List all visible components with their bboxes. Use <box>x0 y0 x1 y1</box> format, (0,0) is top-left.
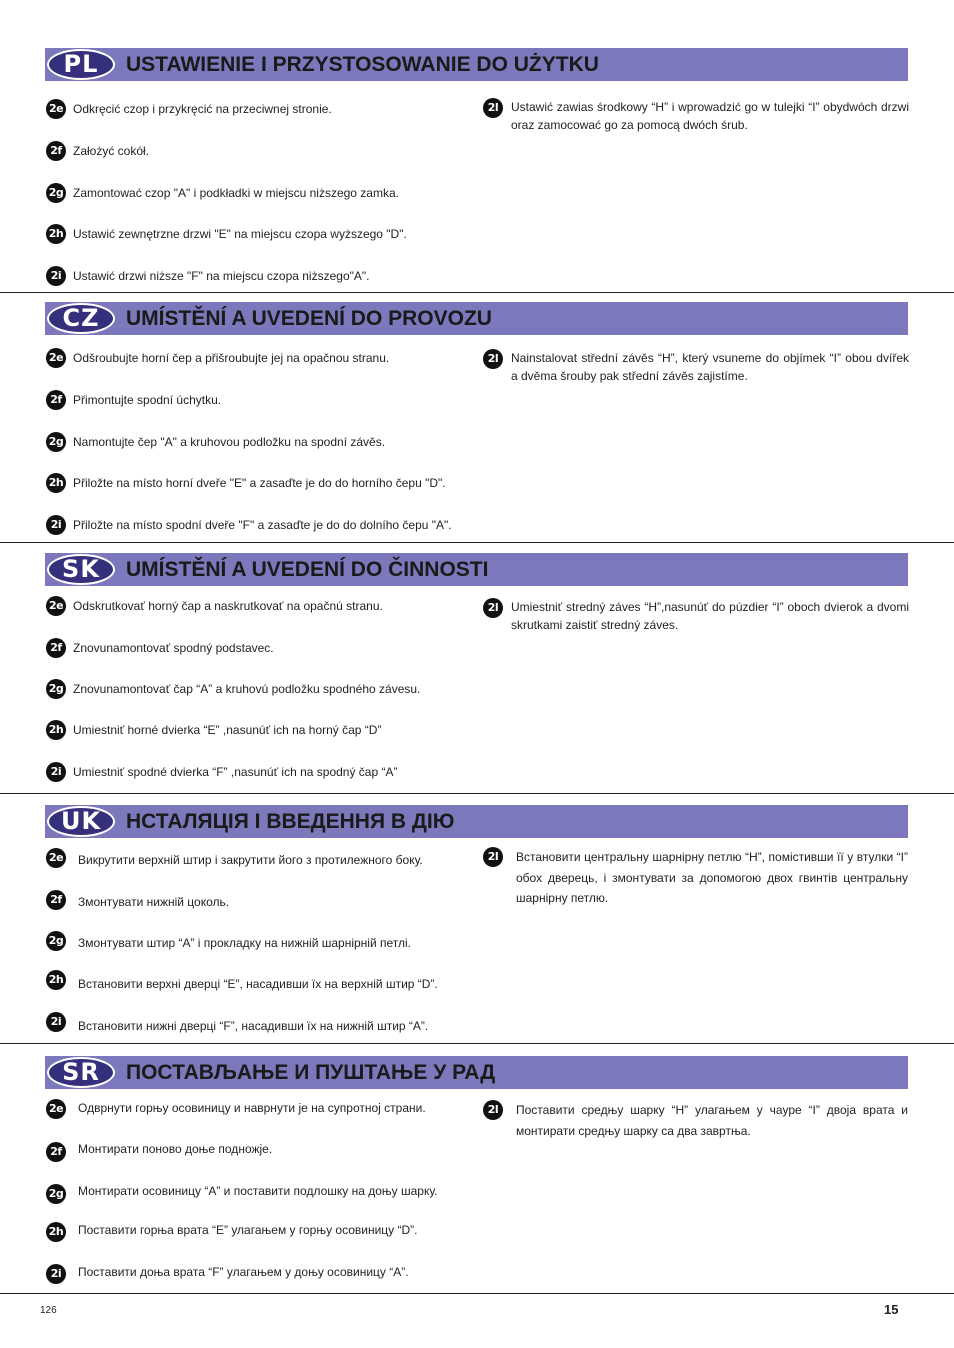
step-number: 2i <box>46 1264 66 1284</box>
step-text: Змонтувати нижній цоколь. <box>78 895 230 909</box>
step-number: 2l <box>483 98 503 118</box>
step-number: 2e <box>46 1099 66 1119</box>
language-badge: SK <box>47 554 115 585</box>
step-number: 2e <box>46 596 66 616</box>
step-number: 2i <box>46 515 66 535</box>
step-number: 2l <box>483 1100 503 1120</box>
step-number: 2f <box>46 1142 66 1162</box>
section-title: USTAWIENIE I PRZYSTOSOWANIE DO UŻYTKU <box>126 53 599 76</box>
step-number: 2e <box>46 99 66 119</box>
step-text: Znovunamontovať spodný podstavec. <box>73 641 274 655</box>
step-text: Одврнути горњу осовиницу и наврнути је на супротној страни. <box>78 1101 426 1115</box>
page-number: 15 <box>884 1302 899 1317</box>
step-number: 2g <box>46 183 66 203</box>
step-number: 2g <box>46 679 66 699</box>
step-number: 2l <box>483 847 503 867</box>
language-badge: PL <box>47 49 115 80</box>
language-badge: UK <box>47 806 115 837</box>
step-number: 2f <box>46 141 66 161</box>
section-divider <box>0 1043 954 1044</box>
step-text: Встановити центральну шарнірну петлю “H”, помістивши її у втулки “I” обох дверець, і змонтувати за допомогою двох гвинтів центральну шарнірну петлю. <box>516 850 908 905</box>
step-text: Założyć cokół. <box>73 144 150 158</box>
step-number: 2e <box>46 848 66 868</box>
step-text: Nainstalovat střední závěs “H”, který vsuneme do objímek “I” obou dvířek a dvěma šrouby pak střední závěs zajistíme. <box>511 351 909 383</box>
section-header <box>45 302 908 335</box>
section-header <box>45 553 908 586</box>
step-text: Ustawić zawias środkowy “H” i wprowadzić go w tulejki “I” obydwóch drzwi oraz zamocować go za pomocą dwóch śrub. <box>511 100 909 132</box>
step-text: Встановити нижні дверці “F”, насадивши їх на нижній штир “A”. <box>78 1019 429 1033</box>
section-title: ПОСТАВЉАЊЕ И ПУШТАЊЕ У РАД <box>126 1061 496 1084</box>
step-number: 2e <box>46 348 66 368</box>
step-number: 2h <box>46 970 66 990</box>
section-header <box>45 48 908 81</box>
step-number: 2f <box>46 638 66 658</box>
step-number: 2l <box>483 598 503 618</box>
step-text: Викрутити верхній штир і закрутити його з протилежного боку. <box>78 853 423 867</box>
step-text: Zamontować czop "A" i podkładki w miejscu niższego zamka. <box>73 186 399 200</box>
section-title: НСТАЛЯЦІЯ І ВВЕДЕННЯ В ДІЮ <box>126 810 455 833</box>
section-divider <box>0 793 954 794</box>
step-text: Odkręcić czop i przykręcić na przeciwnej stronie. <box>73 102 332 116</box>
step-number: 2g <box>46 1184 66 1204</box>
step-number: 2i <box>46 762 66 782</box>
step-number: 2h <box>46 720 66 740</box>
step-text: Ustawić zewnętrzne drzwi "E" na miejscu czopa wyższego "D". <box>73 227 407 241</box>
step-text: Umiestniť horné dvierka “E” ,nasunúť ich na horný čap “D” <box>73 723 382 737</box>
step-number: 2h <box>46 1222 66 1242</box>
section-divider <box>0 1293 954 1294</box>
step-text: Odskrutkovať horný čap a naskrutkovať na opačnú stranu. <box>73 599 383 613</box>
step-text: Ustawić drzwi niższe "F" na miejscu czopa niższego"A". <box>73 269 370 283</box>
section-header <box>45 1056 908 1089</box>
step-text: Монтирати осовиницу “A” и поставити подлошку на доњу шарку. <box>78 1184 438 1198</box>
section-header <box>45 805 908 838</box>
step-text: Змонтувати штир “A” і прокладку на нижній шарнірній петлі. <box>78 936 412 950</box>
section-divider <box>0 542 954 543</box>
section-title: UMÍSTĚNÍ A UVEDENÍ DO PROVOZU <box>126 307 492 330</box>
language-badge: CZ <box>47 303 115 334</box>
step-number: 2f <box>46 890 66 910</box>
step-number: 2g <box>46 432 66 452</box>
step-number: 2l <box>483 349 503 369</box>
step-text: Umiestniť stredný záves “H”,nasunúť do púzdier “I” oboch dvierok a dvomi skrutkami zaistiť stredný záves. <box>511 600 909 632</box>
step-number: 2h <box>46 224 66 244</box>
step-text: Znovunamontovať čap “A” a kruhovú podložku spodného závesu. <box>73 682 421 696</box>
step-text: Поставити горња врата “E” улагањем у горњу осовиницу “D”. <box>78 1223 418 1237</box>
step-number: 2i <box>46 266 66 286</box>
step-text: Umiestniť spodné dvierka “F” ,nasunúť ich na spodný čap “A” <box>73 765 398 779</box>
section-divider <box>0 292 954 293</box>
step-text: Поставити средњу шарку “H” улагањем у чауре “I” двоја врата и монтирати средњу шарку са два завртња. <box>516 1103 908 1138</box>
step-text: Přiložte na místo spodní dveře "F" a zasaďte je do do dolního čepu "A". <box>73 518 452 532</box>
step-text: Odšroubujte horní čep a přišroubujte jej na opačnou stranu. <box>73 351 390 365</box>
section-title: UMÍSTĚNÍ A UVEDENÍ DO ČINNOSTI <box>126 558 489 581</box>
step-text: Přimontujte spodní úchytku. <box>73 393 222 407</box>
step-text: Namontujte čep "A" a kruhovou podložku na spodní závěs. <box>73 435 386 449</box>
step-text: Přiložte na místo horní dveře "E" a zasaďte je do do horního čepu "D". <box>73 476 446 490</box>
step-text: Встановити верхні дверці “E”, насадивши їх на верхній штир “D”. <box>78 977 438 991</box>
step-number: 2i <box>46 1012 66 1032</box>
step-text: Поставити доња врата “F” улагањем у доњу осовиницу “A”. <box>78 1265 409 1279</box>
step-number: 2g <box>46 931 66 951</box>
step-number: 2f <box>46 390 66 410</box>
footer-code: 126 <box>40 1305 57 1316</box>
language-badge: SR <box>47 1057 115 1088</box>
step-number: 2h <box>46 473 66 493</box>
step-text: Монтирати поново доње подножје. <box>78 1142 273 1156</box>
